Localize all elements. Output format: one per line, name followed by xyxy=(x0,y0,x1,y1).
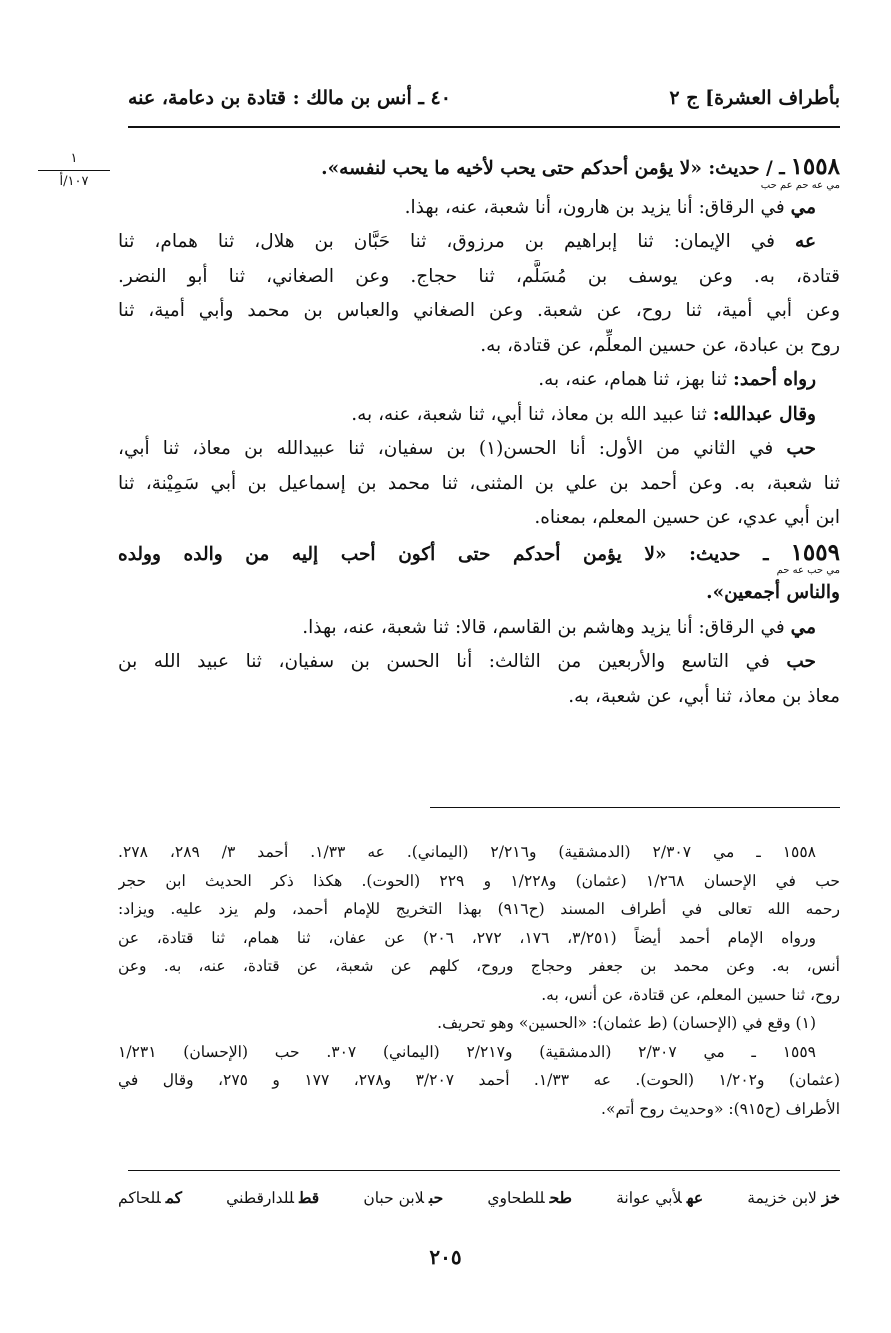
line-text: روح، ثنا حسين المعلم، عن قتادة، عن أنس، به. xyxy=(541,985,840,1004)
line-text: في الرقاق: أنا يزيد وهاشم بن القاسم، قالا: ثنا شعبة، عنه، بهذا. xyxy=(302,616,785,638)
abbreviation-item xyxy=(118,1188,182,1207)
source-code: عه xyxy=(795,231,816,252)
abbreviation-code: عه xyxy=(686,1188,704,1207)
footnote-rule xyxy=(430,807,840,808)
footnote-line xyxy=(118,1066,840,1095)
text-line xyxy=(118,467,840,502)
line-text: في الثاني من الأول: أنا الحسن(١) بن سفيان، ثنا عبيدالله بن معاذ، ثنا أبي، xyxy=(118,438,774,459)
folio-divider xyxy=(38,170,110,171)
text-line xyxy=(118,294,840,329)
abbreviation-name: للحاكم xyxy=(118,1189,161,1207)
abbreviation-name: لابن حبان xyxy=(363,1189,424,1207)
footnotes xyxy=(118,838,840,1123)
abbreviation-key xyxy=(118,1188,840,1207)
hadith-number: ١٥٥٩ xyxy=(790,538,840,566)
abbreviation-name: لأبي عوانة xyxy=(616,1189,682,1207)
text-line xyxy=(118,501,840,536)
footnote-line xyxy=(118,1095,840,1124)
line-text: ورواه الإمام أحمد أيضاً (٣/٢٥١، ١٧٦، ٢٧٢، ٢٠٦) عن عفان، ثنا همام، ثنا قتادة، عن xyxy=(118,928,816,947)
text-line xyxy=(118,645,840,680)
text-line xyxy=(118,363,840,398)
abbreviation-code: حب xyxy=(428,1188,444,1207)
abbreviation-rule xyxy=(128,1170,840,1171)
footnote-line xyxy=(118,895,840,924)
text-line xyxy=(118,329,840,364)
folio-top: ١ xyxy=(70,151,78,166)
line-text: حب في الإحسان ١/٢٦٨ (عثمان) و١/٢٢٨ و ٢٢٩ (الحوت). هكذا ذكر الحديث ابن حجر xyxy=(118,871,840,890)
source-code: مي xyxy=(790,616,816,638)
line-text: معاذ بن معاذ، ثنا أبي، عن شعبة، به. xyxy=(568,685,840,707)
line-text: رحمه الله تعالى في أطراف المسند (ح٩١٦) بهذا التخريج للإمام أحمد، ولم يزد عليه. ويزاد: xyxy=(118,900,840,918)
source-code: مي xyxy=(790,196,816,218)
text-line xyxy=(118,611,840,646)
line-text: في الإيمان: ثنا إبراهيم بن مرزوق، ثنا حَبَّان بن هلال، ثنا همام، ثنا xyxy=(118,231,775,252)
manuscript-folio-ref xyxy=(38,150,110,191)
hadith-number: ١٥٥٨ xyxy=(790,153,840,180)
header-rule xyxy=(128,126,840,128)
abbreviation-code: كم xyxy=(165,1188,183,1207)
line-text: ثنا عبيد الله بن معاذ، ثنا أبي، ثنا شعبة، عنه، به. xyxy=(351,403,707,425)
running-header xyxy=(128,78,840,118)
line-text: ابن أبي عدي، عن حسين المعلم، بمعناه. xyxy=(534,507,840,528)
abbreviation-code: طح xyxy=(549,1188,573,1207)
line-text: أنس، به. وعن محمد بن جعفر وحجاج وروح، كلهم عن شعبة، عن قتادة، عنه، به. وعن xyxy=(118,957,840,975)
line-text: في التاسع والأربعين من الثالث: أنا الحسن بن سفيان، ثنا عبيد الله بن xyxy=(118,651,770,672)
hadith-title: ـ / حديث: «لا يؤمن أحدكم حتى يحب لأخيه ما يحب لنفسه». xyxy=(321,158,785,179)
abbreviation-item xyxy=(616,1188,703,1207)
text-line xyxy=(118,225,840,260)
line-text: قتادة، به. وعن يوسف بن مُسَلَّم، ثنا حجاج. وعن الصغاني، ثنا أبو النضر. xyxy=(118,265,840,287)
abbreviation-item xyxy=(226,1188,319,1207)
footnote-line xyxy=(118,952,840,981)
line-text: (١) وقع في (الإحسان) (ط عثمان): «الحسين» وهو تحريف. xyxy=(437,1014,816,1032)
hadith-1559-chains xyxy=(118,611,840,715)
source-code: رواه أحمد: xyxy=(733,369,816,390)
hadith-1558-chains xyxy=(118,191,840,536)
header-volume: بأطراف العشرة] ج ٢ xyxy=(669,87,840,109)
abbreviation-name: للطحاوي xyxy=(487,1189,545,1207)
source-code: حب xyxy=(786,651,816,672)
line-text: ثنا بهز، ثنا همام، عنه، به. xyxy=(538,369,728,390)
text-line xyxy=(118,432,840,467)
line-text: (عثمان) و١/٢٠٢ (الحوت). عه ١/٣٣. أحمد ٣/٢٠٧ و٢٧٨، ١٧٧ و ٢٧٥، وقال في xyxy=(118,1071,840,1089)
page-number: ٢٠٥ xyxy=(429,1245,462,1269)
line-text: ثنا شعبة، به. وعن أحمد بن علي بن المثنى، ثنا محمد بن إسماعيل بن أبي سَمِيْنة، ثنا xyxy=(118,472,840,494)
hadith-title: ـ حديث: «لا يؤمن أحدكم حتى أكون أحب إليه من والده وولده xyxy=(118,543,769,565)
text-line xyxy=(118,398,840,433)
text-line xyxy=(118,260,840,295)
line-text: ١٥٥٩ ـ مي ٢/٣٠٧ (الدمشقية) و٢/٢١٧ (اليماني) ٣٠٧. حب (الإحسان) ١/٢٣١ xyxy=(118,1042,817,1061)
line-text: الأطراف (ح٩١٥): «وحديث روح أتم». xyxy=(601,1099,840,1118)
abbreviation-name: لابن خزيمة xyxy=(747,1189,817,1207)
source-code: وقال عبدالله: xyxy=(712,403,816,425)
footnote-line xyxy=(118,981,840,1010)
line-text: وعن أبي أمية، ثنا روح، عن شعبة. وعن الصغاني والعباس بن محمد وأبي أمية، ثنا xyxy=(118,300,840,321)
text-line xyxy=(118,680,840,715)
header-chapter: ٤٠ ـ أنس بن مالك : قتادة بن دعامة، عنه xyxy=(128,87,451,109)
folio-bottom: ١٠٧/أ xyxy=(59,174,89,189)
footnote-line xyxy=(118,1009,840,1038)
text-line xyxy=(118,191,840,226)
sigla-1559: مي حب عه حم xyxy=(776,565,840,576)
hadith-title-cont: والناس أجمعين». xyxy=(706,582,840,603)
footnote-line xyxy=(118,838,840,867)
sigla-1558: مي عه حم عم حب xyxy=(760,179,840,191)
abbreviation-item xyxy=(363,1188,443,1207)
line-text: روح بن عبادة، عن حسين المعلِّم، عن قتادة، به. xyxy=(480,334,840,356)
line-text: في الرقاق: أنا يزيد بن هارون، أنا شعبة، عنه، بهذا. xyxy=(404,196,785,218)
footnote-line xyxy=(118,867,840,896)
footnote-line xyxy=(118,1038,840,1067)
footnote-line xyxy=(118,924,840,953)
line-text: ١٥٥٨ ـ مي ٢/٣٠٧ (الدمشقية) و٢/٢١٦ (اليماني). عه ١/٣٣. أحمد ٣/ ٢٨٩، ٢٧٨. xyxy=(118,843,816,861)
abbreviation-item xyxy=(487,1188,572,1207)
abbreviation-name: للدارقطني xyxy=(226,1189,295,1207)
hadith-heading-1559 xyxy=(118,536,840,573)
abbreviation-item xyxy=(747,1188,840,1207)
abbreviation-code: خز xyxy=(821,1188,840,1207)
main-text xyxy=(118,150,840,714)
abbreviation-code: قط xyxy=(299,1188,320,1207)
source-code: حب xyxy=(786,438,816,459)
